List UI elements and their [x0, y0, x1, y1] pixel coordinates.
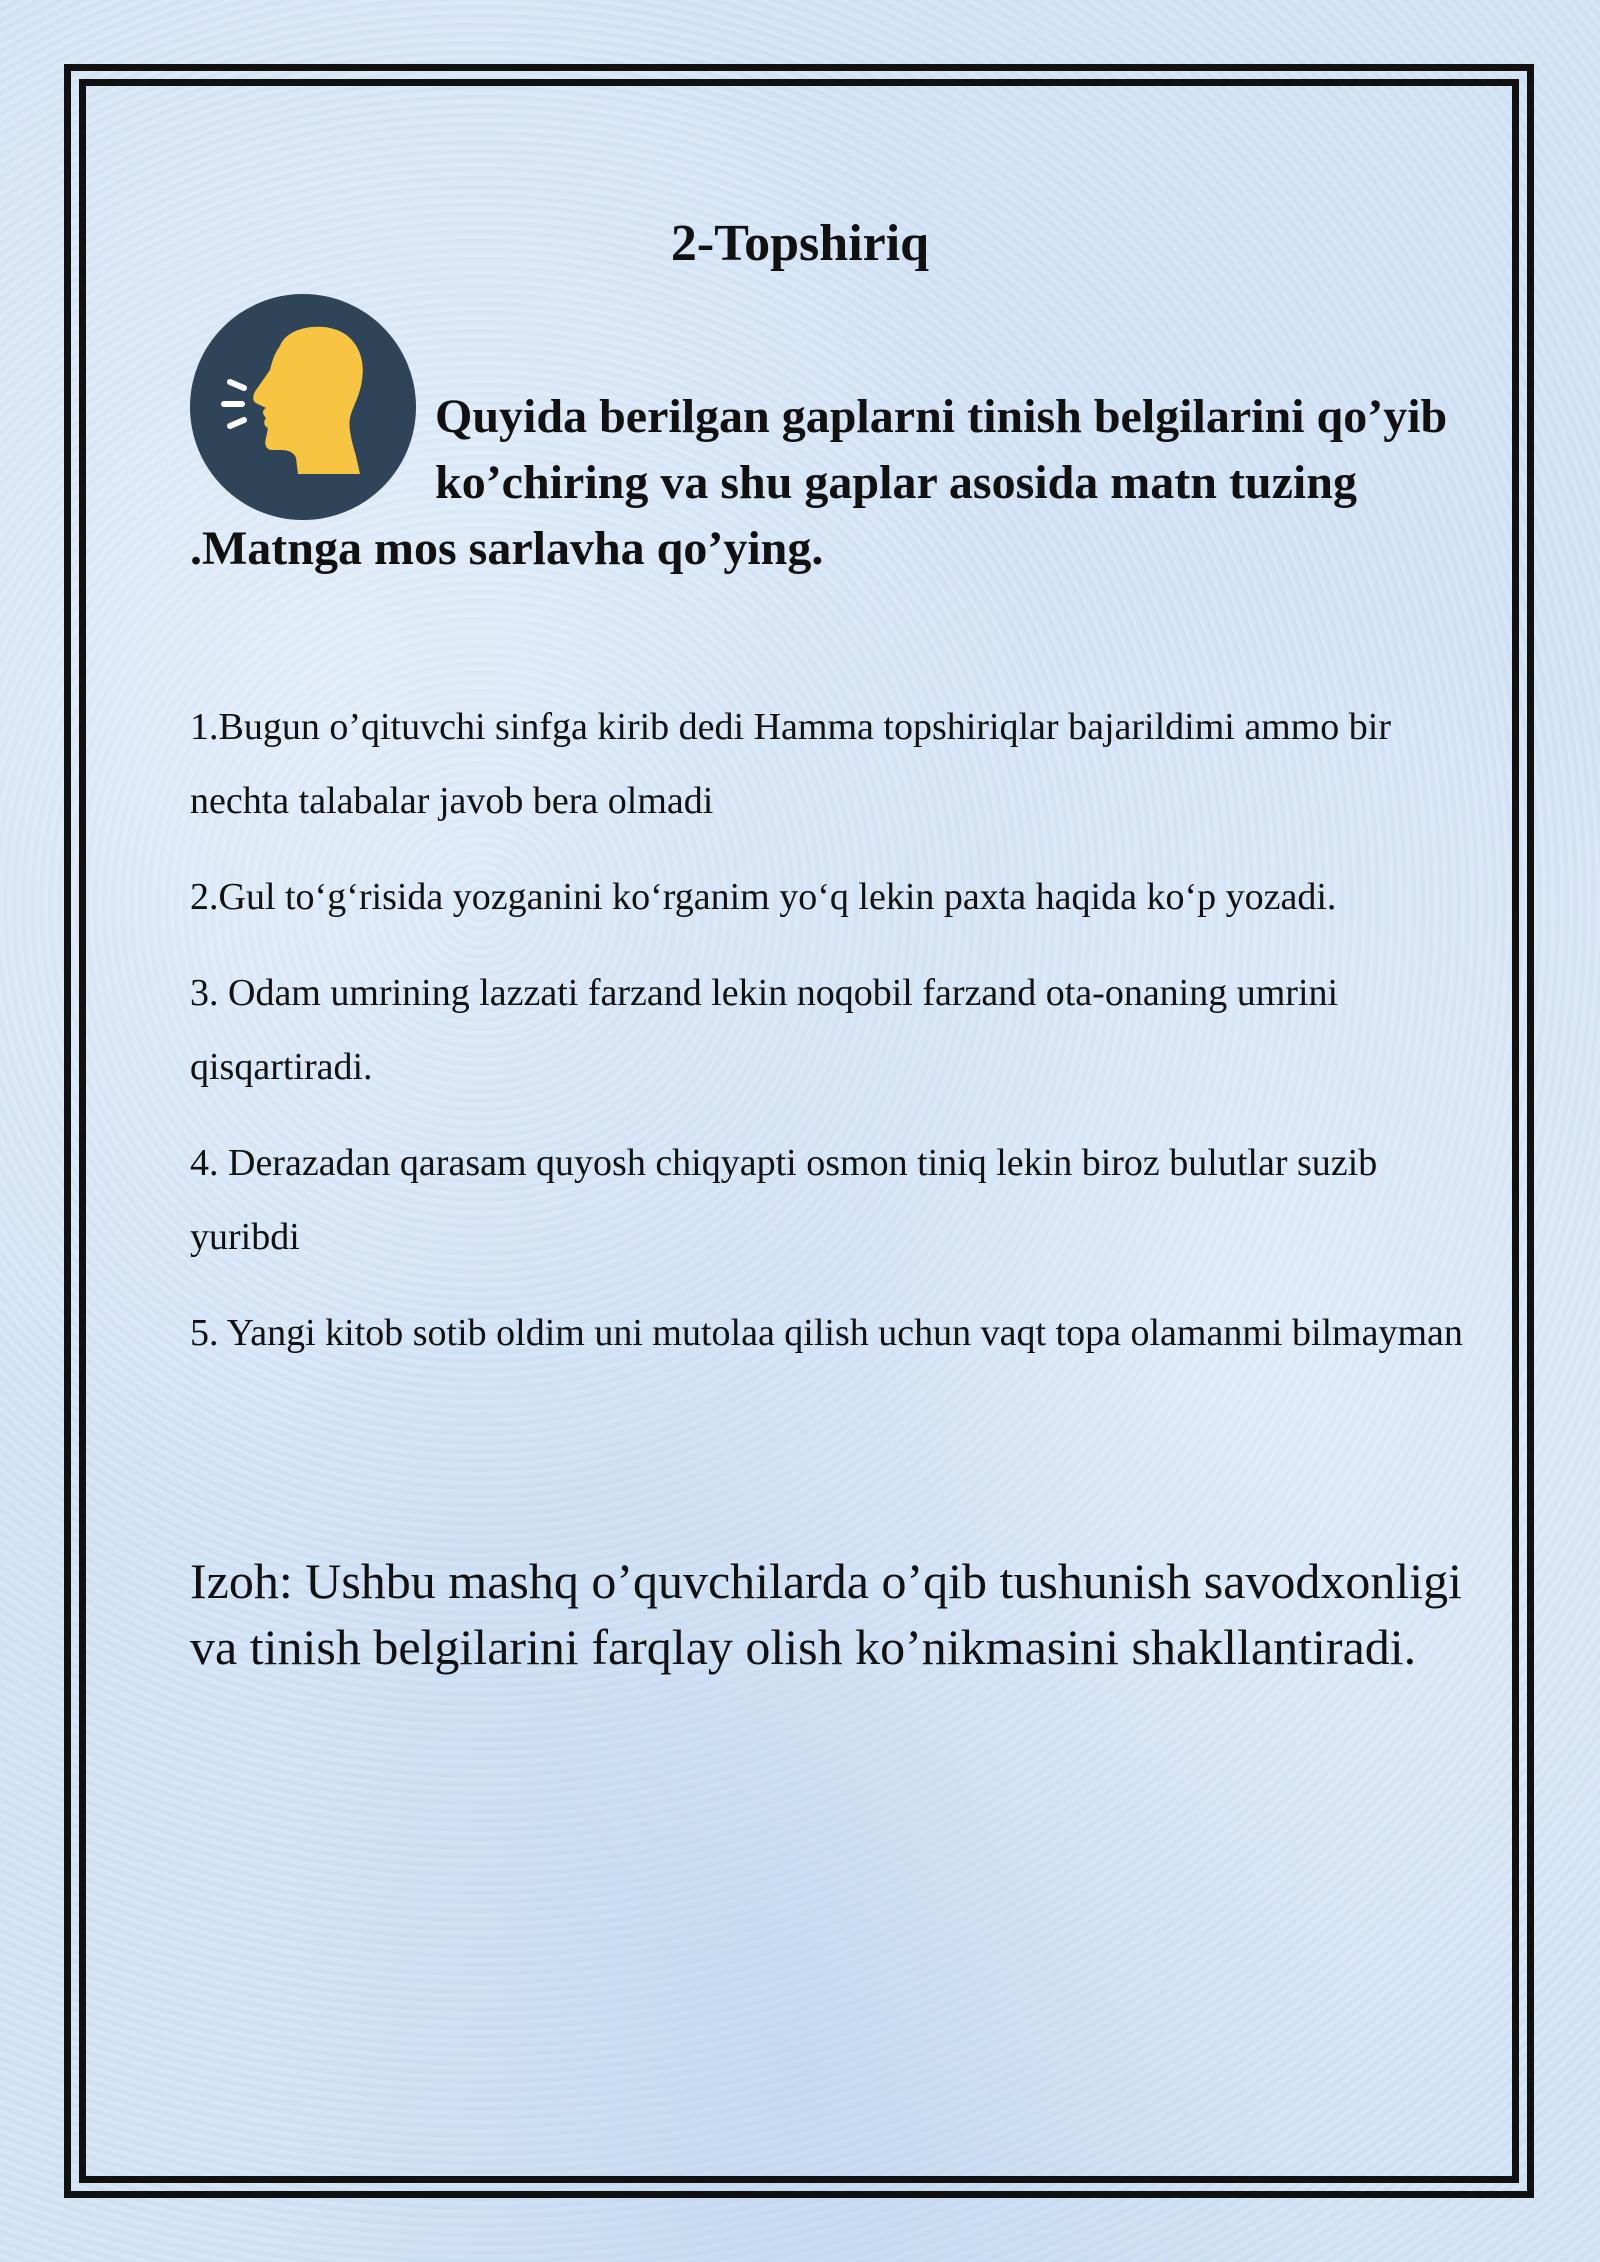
task-instruction-text: Quyida berilgan gaplarni tinish belgilarini qo’yib ko’chiring va shu gaplar asosida matn tuzing .Matnga mos sarlavha qo’ying.: [190, 390, 1448, 575]
list-item: 1.Bugun o’qituvchi sinfga kirib dedi Hamma topshiriqlar bajarildimi ammo bir nechta talabalar javob bera olmadi: [190, 706, 1392, 822]
list-item: 3. Odam umrining lazzati farzand lekin noqobil farzand ota-onaning umrini qisqartiradi.: [190, 972, 1339, 1088]
sentence-list: [190, 690, 1490, 1392]
task-title: 2-Topshiriq: [670, 215, 930, 272]
list-item: 5. Yangi kitob sotib oldim uni mutolaa qilish uchun vaqt topa olamanmi bilmayman: [190, 1312, 1463, 1354]
icon-spacer: [190, 384, 435, 516]
note-text: Izoh: Ushbu mashq o’quvchilarda o’qib tushunish savodxonligi va tinish belgilarini farqlay olish ko’nikmasini shakllantiradi.: [190, 1553, 1463, 1675]
task-instruction: [190, 384, 1490, 582]
list-item: 2.Gul to‘g‘risida yozganini ko‘rganim yo‘q lekin paxta haqida ko‘p yozadi.: [190, 876, 1337, 918]
list-item: 4. Derazadan qarasam quyosh chiqyapti osmon tiniq lekin biroz bulutlar suzib yuribdi: [190, 1142, 1378, 1258]
